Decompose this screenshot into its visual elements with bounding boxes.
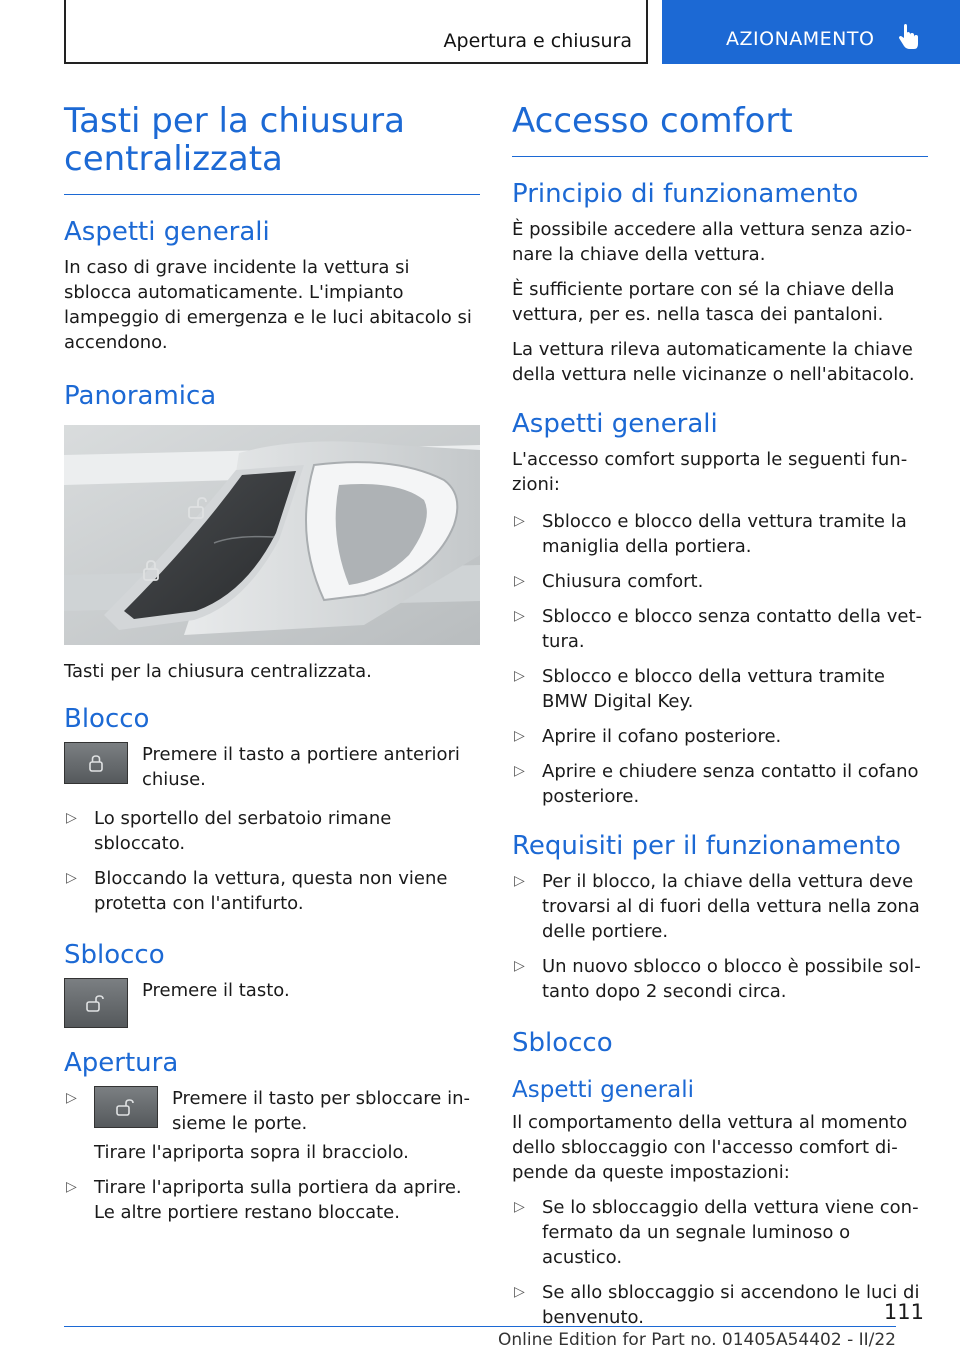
lock-instruction bbox=[64, 742, 480, 792]
principle-text-2: È sufficiente portare con sé la chiave della vettura, per es. nella tasca dei pantaloni. bbox=[512, 279, 895, 325]
list-item bbox=[64, 1086, 480, 1165]
bullet-icon: ▷ bbox=[514, 1199, 525, 1215]
principle-heading: Principio di funzionamento bbox=[512, 179, 859, 209]
lock-list bbox=[64, 806, 480, 916]
bullet-icon: ▷ bbox=[514, 728, 525, 744]
list-item: ▷ Aprire e chiudere senza contatto il cofano posteriore. bbox=[514, 761, 919, 807]
bullet-icon: ▷ bbox=[514, 958, 525, 974]
left-column bbox=[64, 96, 480, 1235]
right-unlock-heading: Sblocco bbox=[512, 1028, 613, 1058]
list-item: ▷ Un nuovo sblocco o blocco è possibile soltanto dopo 2 secondi circa. bbox=[514, 956, 921, 1002]
page-number: 111 bbox=[883, 1300, 924, 1324]
overview-heading: Panoramica bbox=[64, 381, 217, 411]
list-item: ▷ Chiusura comfort. bbox=[514, 571, 704, 592]
requirements-list bbox=[512, 869, 928, 1004]
list-item: ▷ Se allo sbloccaggio si accendono le luci di benvenuto. bbox=[514, 1282, 920, 1328]
unlock-general-heading: Aspetti generali bbox=[512, 1077, 695, 1103]
header-section-title: Apertura e chiusura bbox=[443, 30, 632, 52]
function-list bbox=[512, 509, 928, 809]
unlock-heading: Sblocco bbox=[64, 940, 165, 970]
requirements-heading: Requisiti per il funzionamento bbox=[512, 831, 901, 861]
bullet-icon: ▷ bbox=[66, 810, 77, 826]
right-general-heading: Aspetti generali bbox=[512, 409, 718, 439]
list-item: ▷ Per il blocco, la chiave della vettura deve trovarsi al di fuori della vettura nella zona delle portiere. bbox=[514, 871, 920, 942]
open-step-text: Premere il tasto per sbloccare insieme le porte. bbox=[172, 1088, 470, 1134]
unlock-instruction bbox=[64, 978, 480, 1028]
list-item: ▷ Sblocco e blocco della vettura tramite la maniglia della portiera. bbox=[514, 511, 907, 557]
open-note: Tirare l'apriporta sopra il bracciolo. bbox=[94, 1142, 409, 1163]
unlock-general-text: Il comportamento della vettura al momento dello sbloccaggio con l'accesso comfort dipende da queste impostazioni: bbox=[512, 1112, 908, 1183]
lock-button-icon bbox=[64, 742, 128, 784]
right-column bbox=[512, 96, 928, 1340]
principle-text-3: La vettura rileva automaticamente la chiave della vettura nelle vicinanze o nell'abitacolo. bbox=[512, 339, 915, 385]
lock-heading: Blocco bbox=[64, 704, 150, 734]
left-general-heading: Aspetti generali bbox=[64, 217, 270, 247]
unlock-settings-list bbox=[512, 1195, 928, 1330]
header-chapter-tab bbox=[662, 0, 960, 64]
open-list bbox=[64, 1086, 480, 1225]
list-item: ▷ Aprire il cofano posteriore. bbox=[514, 726, 782, 747]
bullet-icon: ▷ bbox=[514, 573, 525, 589]
bullet-icon: ▷ bbox=[514, 1284, 525, 1300]
bullet-icon: ▷ bbox=[514, 763, 525, 779]
list-item: ▷ Sblocco e blocco della vettura tramite BMW Digital Key. bbox=[514, 666, 885, 712]
unlock-text: Premere il tasto. bbox=[142, 980, 290, 1001]
bullet-icon: ▷ bbox=[66, 1090, 77, 1106]
unlock-button-icon bbox=[94, 1086, 158, 1128]
list-item: ▷ Bloccando la vettura, questa non viene protetta con l'antifurto. bbox=[66, 868, 448, 914]
bullet-icon: ▷ bbox=[514, 608, 525, 624]
footer-divider bbox=[64, 1326, 896, 1327]
header-chapter-label: AZIONAMENTO bbox=[726, 28, 875, 50]
bullet-icon: ▷ bbox=[66, 870, 77, 886]
left-title: Tasti per la chiusura centralizzata bbox=[64, 102, 480, 195]
door-handle-photo bbox=[64, 425, 480, 645]
hand-pointer-icon bbox=[898, 24, 920, 50]
bullet-icon: ▷ bbox=[514, 668, 525, 684]
lock-text: Premere il tasto a portiere anteriori chiuse. bbox=[142, 744, 460, 790]
unlock-button-icon bbox=[64, 978, 128, 1028]
list-item: ▷ Sblocco e blocco senza contatto della vettura. bbox=[514, 606, 923, 652]
bullet-icon: ▷ bbox=[514, 873, 525, 889]
right-title: Accesso comfort bbox=[512, 102, 928, 157]
bullet-icon: ▷ bbox=[514, 513, 525, 529]
photo-caption: Tasti per la chiusura centralizzata. bbox=[64, 661, 372, 682]
principle-text-1: È possibile accedere alla vettura senza azionare la chiave della vettura. bbox=[512, 219, 912, 265]
left-general-text: In caso di grave incidente la vettura si sblocca automaticamente. L'impianto lampeggio di emergenza e le luci abitacolo si accendono. bbox=[64, 257, 472, 353]
right-general-text: L'accesso comfort supporta le seguenti funzioni: bbox=[512, 449, 908, 495]
list-item: ▷ Se lo sbloccaggio della vettura viene confermato da un segnale luminoso o acustico. bbox=[514, 1197, 919, 1268]
list-item: ▷ Tirare l'apriporta sulla portiera da aprire. Le altre portiere restano bloccate. bbox=[66, 1177, 462, 1223]
bullet-icon: ▷ bbox=[66, 1179, 77, 1195]
footer-edition: Online Edition for Part no. 01405A54402 - II/22 bbox=[497, 1330, 896, 1350]
list-item: ▷ Lo sportello del serbatoio rimane sbloccato. bbox=[66, 808, 392, 854]
open-heading: Apertura bbox=[64, 1048, 179, 1078]
